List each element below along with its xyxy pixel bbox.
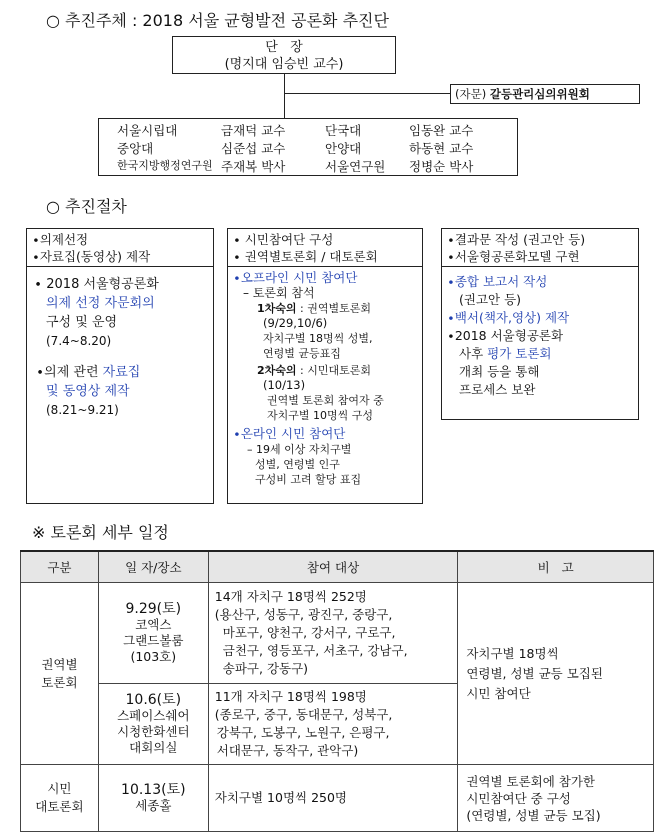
member-cell: 주재복 박사 [221,159,286,174]
proc3-b1-blue: ∙종합 보고서 작성 [447,274,548,289]
row1-note-l1: 자치구별 18명씩 [466,645,559,661]
row1-part1-l5: 송파구, 강동구) [222,661,309,676]
proc2-online-sub2: 성별, 연령별 인구 [255,458,340,471]
connector-vertical [284,74,285,118]
proc2-first-desc: : 권역별토론회 [296,302,372,315]
proc2-online-sub1: – 19세 이상 자치구별 [247,443,352,456]
proc3-header-1: ∙결과문 작성 (권고안 등) [447,232,586,247]
section-title-procedure: ○ 추진절차 [46,197,127,216]
row2-note [458,765,654,832]
proc2-online: ∙온라인 시민 참여단 [233,426,346,441]
proc1-b1-blue: 의제 선정 자문회의 [46,296,155,311]
row1-note-l3: 시민 참여단 [466,685,531,701]
proc1-divider [27,266,213,267]
header-category: 구분 [21,551,99,583]
proc3-b3-blue: 평가 토론회 [487,346,552,361]
row2-participants: 자치구별 10명씩 250명 [208,765,458,832]
section-title-schedule: ※ 토론회 세부 일정 [32,523,169,542]
row2-category-line2: 대토론회 [35,799,84,814]
leader-box [172,36,396,74]
row1-part2-l2: (종로구, 중구, 동대문구, 성북구, [214,707,393,722]
row1-part1-l1: 14개 자치구 18명씩 252명 [214,589,367,604]
proc3-b2-blue: ∙백서(책자,영상) 제작 [447,310,570,325]
row1-note [458,583,654,765]
row1-date1-day: 9.29(토) [125,601,182,617]
member-cell: 금재덕 교수 [221,123,286,138]
proc3-b3-c: 개최 등을 통해 [459,364,540,379]
proc2-header-2: ∙ 권역별토론회 / 대토론회 [233,249,378,264]
member-cell: 중앙대 [117,141,154,156]
proc2-second-line [233,363,422,378]
proc1-b1-rest: 구성 및 운영 [46,315,118,330]
connector-horizontal [284,93,450,94]
row1-category-line1: 권역별 [41,656,78,672]
member-cell: 정병순 박사 [409,159,474,174]
header-participants: 참여 대상 [208,551,458,583]
proc3-b3-prefix: ∙2018 서울형공론화 [447,328,564,343]
proc1-b2-blue2: 및 동영상 제작 [46,384,130,399]
proc3-divider [442,266,638,267]
row1-date1-place2: 그랜드볼룸 [123,633,184,648]
row1-date2-day: 10.6(토) [125,692,182,708]
procedure-box-citizen [227,228,423,504]
proc2-first-label: 1차숙의 [257,302,297,315]
row1-participants1 [208,583,458,684]
row2-note-l1: 권역별 토론회에 참가한 [466,773,596,789]
member-cell: 임동완 교수 [409,123,474,138]
member-cell: 서울연구원 [325,159,386,174]
proc2-offline: ∙오프라인 시민 참여단 [233,270,358,285]
row1-note-l2: 연령별, 성별 균등 모집된 [466,665,603,681]
proc1-header-1: ∙의제선정 [32,232,89,247]
proc3-b3-d: 프로세스 보완 [459,382,536,397]
proc1-b2-date: (8.21~9.21) [46,403,119,417]
members-box [98,118,518,176]
row2-category [21,765,99,832]
advisory-box [450,84,640,104]
table-row [21,583,654,684]
row2-date-day: 10.13(토) [121,782,186,798]
row1-date2-place2: 시청한화센터 [117,724,190,739]
row2-category-line1: 시민 [47,781,72,796]
member-cell: 단국대 [325,123,362,138]
proc2-first-line [233,301,422,316]
procedure-box-agenda [26,228,214,504]
row1-category-line2: 토론회 [41,674,78,690]
proc2-header-1: ∙ 시민참여단 구성 [233,232,334,247]
leader-title: 단 장 [265,40,303,55]
schedule-table [20,550,654,832]
row1-part1-l3: 마포구, 양천구, 강서구, 구로구, [222,625,396,640]
proc1-b1-date: (7.4~8.20) [46,334,112,348]
proc1-b2-blue1: 자료집 [102,365,141,380]
row1-category [21,583,99,765]
proc2-second-label: 2차숙의 [257,364,297,377]
advisory-prefix: (자문) [455,87,487,101]
row1-part1-l4: 금천구, 영등포구, 서초구, 강남구, [222,643,408,658]
row2-date [98,765,208,832]
member-cell: 한국지방행정연구원 [117,159,213,172]
row1-participants2 [208,684,458,765]
member-cell: 하동현 교수 [409,141,474,156]
row1-part1-l2: (용산구, 성동구, 광진구, 중랑구, [214,607,393,622]
proc2-second-detail1: 권역별 토론회 참여자 중 [267,394,384,407]
proc2-divider [228,266,422,267]
member-cell: 서울시립대 [117,123,178,138]
proc2-second-desc: : 시민대토론회 [296,364,372,377]
proc3-header-2: ∙서울형공론화모델 구현 [447,249,580,264]
header-note: 비 고 [458,551,654,583]
header-date: 일 자/장소 [98,551,208,583]
table-header-row [21,551,654,583]
row1-part2-l4: 서대문구, 동작구, 관악구) [216,743,359,758]
row1-date1-place3: (103호) [130,649,177,664]
proc2-first-detail1: 자치구별 18명씩 성별, [263,332,373,345]
proc3-b1-rest: (권고안 등) [459,292,522,307]
proc3-b3-a: 사후 [459,346,488,361]
member-cell: 안양대 [325,141,362,156]
row1-date1 [98,583,208,684]
proc2-second-date: (10/13) [263,378,306,392]
proc3-b3-line [447,345,638,363]
row2-note-l2: 시민참여단 중 구성 [466,790,571,806]
advisory-name: 갈등관리심의위원회 [489,87,590,101]
procedure-box-result [441,228,639,420]
row1-date2-place1: 스페이스쉐어 [117,708,190,723]
proc1-b2-line1 [32,363,213,382]
row2-date-place: 세종홀 [135,798,172,813]
leader-name: (명지대 임승빈 교수) [224,57,344,72]
row1-date2 [98,684,208,765]
row1-date1-place1: 코엑스 [135,617,172,632]
member-cell: 심준섭 교수 [221,141,286,156]
proc2-offline-sub: – 토론회 참석 [243,286,315,300]
proc1-b2-prefix: ∙의제 관련 [36,365,103,380]
proc1-header-2: ∙자료집(동영상) 제작 [32,249,151,264]
proc2-online-sub3: 구성비 고려 할당 표집 [255,473,362,486]
row1-date2-place3: 대회의실 [129,740,178,755]
section-title-organization: ○ 추진주체 : 2018 서울 균형발전 공론화 추진단 [46,11,389,30]
proc2-first-detail2: 연령별 균등표집 [263,347,341,360]
proc2-first-date: (9/29,10/6) [263,316,328,330]
row2-note-l3: (연령별, 성별 균등 모집) [466,807,601,823]
proc1-b1-prefix: ∙ 2018 서울형공론화 [34,277,159,292]
table-row [21,765,654,832]
row1-part2-l3: 강북구, 도봉구, 노원구, 은평구, [216,725,390,740]
proc2-second-detail2: 자치구별 10명씩 구성 [267,409,373,422]
row1-part2-l1: 11개 자치구 18명씩 198명 [214,689,367,704]
